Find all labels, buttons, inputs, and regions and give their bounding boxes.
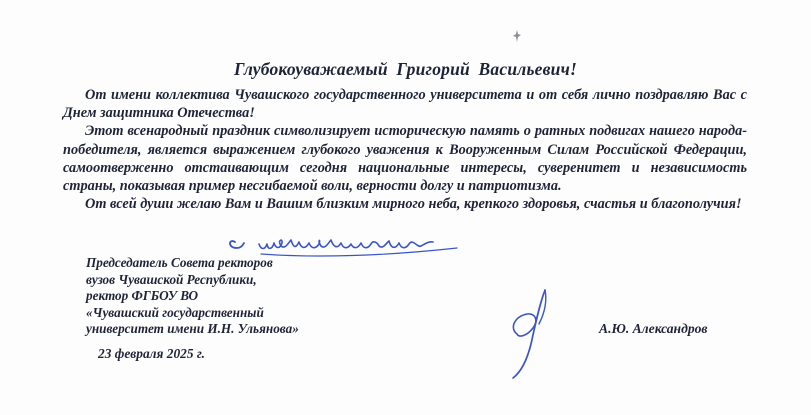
signer-title-line: ректор ФГБОУ ВО (86, 288, 199, 304)
signer-title-line: вузов Чувашской Республики, (86, 271, 257, 287)
paper-speck-mark (512, 30, 522, 42)
signer-name: А.Ю. Александров (599, 321, 708, 336)
signer-title-line: Председатель Совета ректоров (86, 255, 273, 270)
signer-title-line: университет имени И.Н. Ульянова» (86, 321, 299, 337)
signer-title-line: «Чувашский государственный (86, 304, 264, 320)
rector-signature (505, 286, 560, 381)
letter-salutation: Глубокоуважаемый Григорий Васильевич! (234, 59, 577, 79)
letter-body (63, 86, 747, 213)
letter-date: 23 февраля 2025 г. (98, 346, 206, 361)
paragraph-wishes: От всей души желаю Вам и Вашим близким мирного неба, крепкого здоровья, счастья и благополучия! (85, 196, 742, 213)
paragraph-holiday-meaning: Этот всенародный праздник символизирует историческую память о ратных подвигах нашего народа-победителя, является выражением глубокого уважения к Вооруженным Силам Российской Федерации, самоотверженно отстаивающим сегодня национальные интересы, суверенитет и независимость страны, показывая пример несгибаемой воли, верности долгу и патриотизма. (63, 123, 747, 195)
paragraph-congratulation: От имени коллектива Чувашского государственного университета и от себя лично поздравляю Вас с Днем защитника Отечества! (63, 87, 747, 122)
signer-title-block (86, 255, 299, 338)
